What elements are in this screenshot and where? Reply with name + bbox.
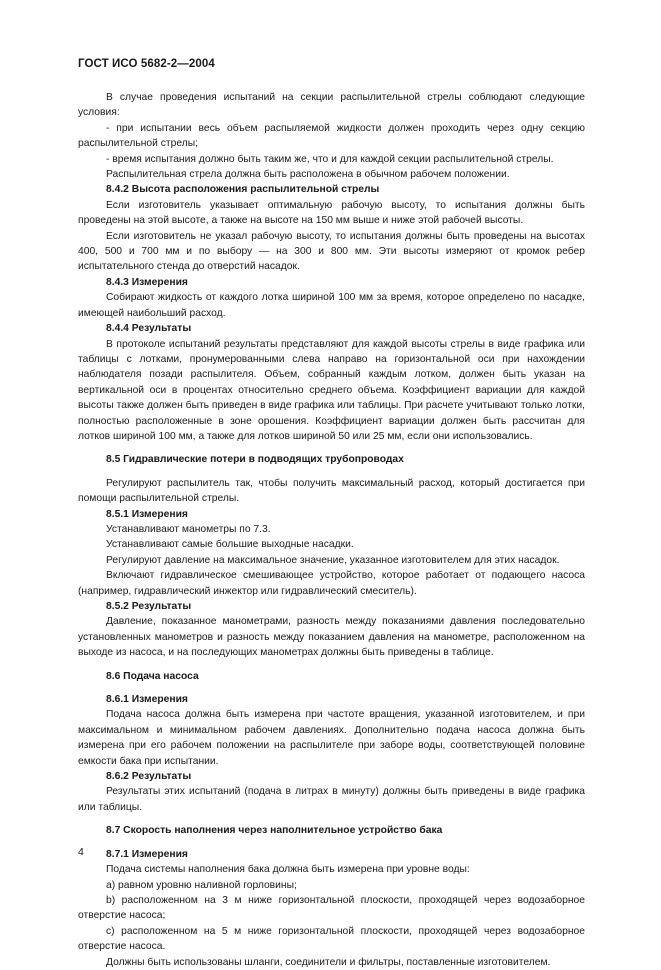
paragraph: Подача насоса должна быть измерена при частоте вращения, указанной изготовителем, и при максимальном и минимальном рабочем давлениях. Дополнительно подача насоса должна быть измерена при его рабочем положении на распылителе при заборе воды, соответствующей половине емкости бака при испытании. bbox=[78, 709, 585, 767]
paragraph: Распылительная стрела должна быть расположена в обычном рабочем положении. bbox=[106, 169, 510, 181]
section-heading: 8.5 Гидравлические потери в подводящих трубопроводах bbox=[106, 454, 404, 466]
paragraph: Результаты этих испытаний (подача в литрах в минуту) должны быть приведены в виде графика или таблицы. bbox=[78, 786, 585, 813]
subsection-heading: 8.6.2 Результаты bbox=[106, 771, 192, 783]
paragraph: Должны быть использованы шланги, соединители и фильтры, поставленные изготовителем. bbox=[106, 956, 551, 968]
subsection-heading: 8.5.1 Измерения bbox=[106, 508, 188, 520]
paragraph: Подача системы наполнения бака должна быть измерена при уровне воды: bbox=[106, 864, 470, 876]
list-item: - время испытания должно быть таким же, что и для каждой секции распылительной стрелы. bbox=[106, 153, 554, 165]
paragraph: Устанавливают манометры по 7.3. bbox=[106, 523, 271, 535]
paragraph: Если изготовитель не указал рабочую высоту, то испытания должны быть проведены на высотах 400, 500 и 700 мм и по выбору — на 300 и 800 мм. Эти высоты измеряют от кромок ребер испытательного стенда до отверстий насадок. bbox=[78, 230, 585, 273]
list-item: c) расположенном на 5 м ниже горизонтальной плоскости, проходящей через водозаборное отверстие насоса. bbox=[78, 925, 585, 953]
section-heading: 8.7 Скорость наполнения через наполнительное устройство бака bbox=[106, 825, 443, 837]
subsection-heading: 8.6.1 Измерения bbox=[106, 694, 188, 706]
subsection-heading: 8.7.1 Измерения bbox=[106, 848, 188, 860]
paragraph: Регулируют давление на максимальное значение, указанное изготовителем для этих насадок. bbox=[106, 554, 560, 566]
paragraph: Устанавливают самые большие выходные насадки. bbox=[106, 539, 354, 551]
document-body bbox=[78, 90, 585, 970]
paragraph: Давление, показанное манометрами, разность между показаниями давления последовательно установленных манометров и разность между показанием давления на манометре, расположенном на выходе из насоса, и на последующих манометрах должны быть приведены в таблице. bbox=[78, 616, 585, 659]
paragraph: Если изготовитель указывает оптимальную рабочую высоту, то испытания должны быть проведены на этой высоте, а также на высоте на 150 мм выше и ниже этой рабочей высоты. bbox=[78, 199, 585, 227]
list-item: - при испытании весь объем распыляемой жидкости должен проходить через одну секцию распылительной стрелы; bbox=[78, 122, 585, 150]
subsection-heading: 8.4.4 Результаты bbox=[106, 323, 192, 335]
subsection-heading: 8.4.3 Измерения bbox=[106, 276, 188, 288]
paragraph: В протоколе испытаний результаты представляют для каждой высоты стрелы в виде графика или таблицы с лотками, пронумерованными слева направо на горизонтальной оси при нахождении наблюдателя позади распылителя. Объем, собранный каждым лотком, должен быть указан на вертикальной оси в процентах относительно среднего объема. Коэффициент вариации для каждой высоты также должен быть приведен в виде графика или таблицы. При расчете учитывают только лотки, полностью расположенные в зоне орошения. Коэффициент вариации должен быть рассчитан для лотков шириной 100 мм, а также для лотков шириной 50 или 25 мм, если они использовались. bbox=[78, 338, 585, 442]
subsection-heading: 8.5.2 Результаты bbox=[106, 601, 192, 612]
paragraph: Включают гидравлическое смешивающее устройство, которое работает от подающего насоса (например, гидравлический инжектор или гидравлический смеситель). bbox=[78, 570, 585, 597]
page-header: ГОСТ ИСО 5682-2—2004 bbox=[78, 58, 215, 70]
paragraph: В случае проведения испытаний на секции распылительной стрелы соблюдают следующие условия: bbox=[78, 92, 585, 119]
paragraph: Собирают жидкость от каждого лотка шириной 100 мм за время, которое определено по насадке, имеющей наибольший расход. bbox=[78, 292, 585, 319]
list-item: а) равном уровню наливной горловины; bbox=[106, 879, 297, 891]
section-heading: 8.6 Подача насоса bbox=[106, 670, 199, 682]
list-item: b) расположенном на 3 м ниже горизонтальной плоскости, проходящей через водозаборное отверстие насоса; bbox=[78, 894, 585, 922]
page-number: 4 bbox=[78, 846, 84, 858]
paragraph: Регулируют распылитель так, чтобы получить максимальный расход, который достигается при помощи распылительной стрелы. bbox=[78, 477, 585, 505]
subsection-heading: 8.4.2 Высота расположения распылительной стрелы bbox=[106, 184, 380, 196]
